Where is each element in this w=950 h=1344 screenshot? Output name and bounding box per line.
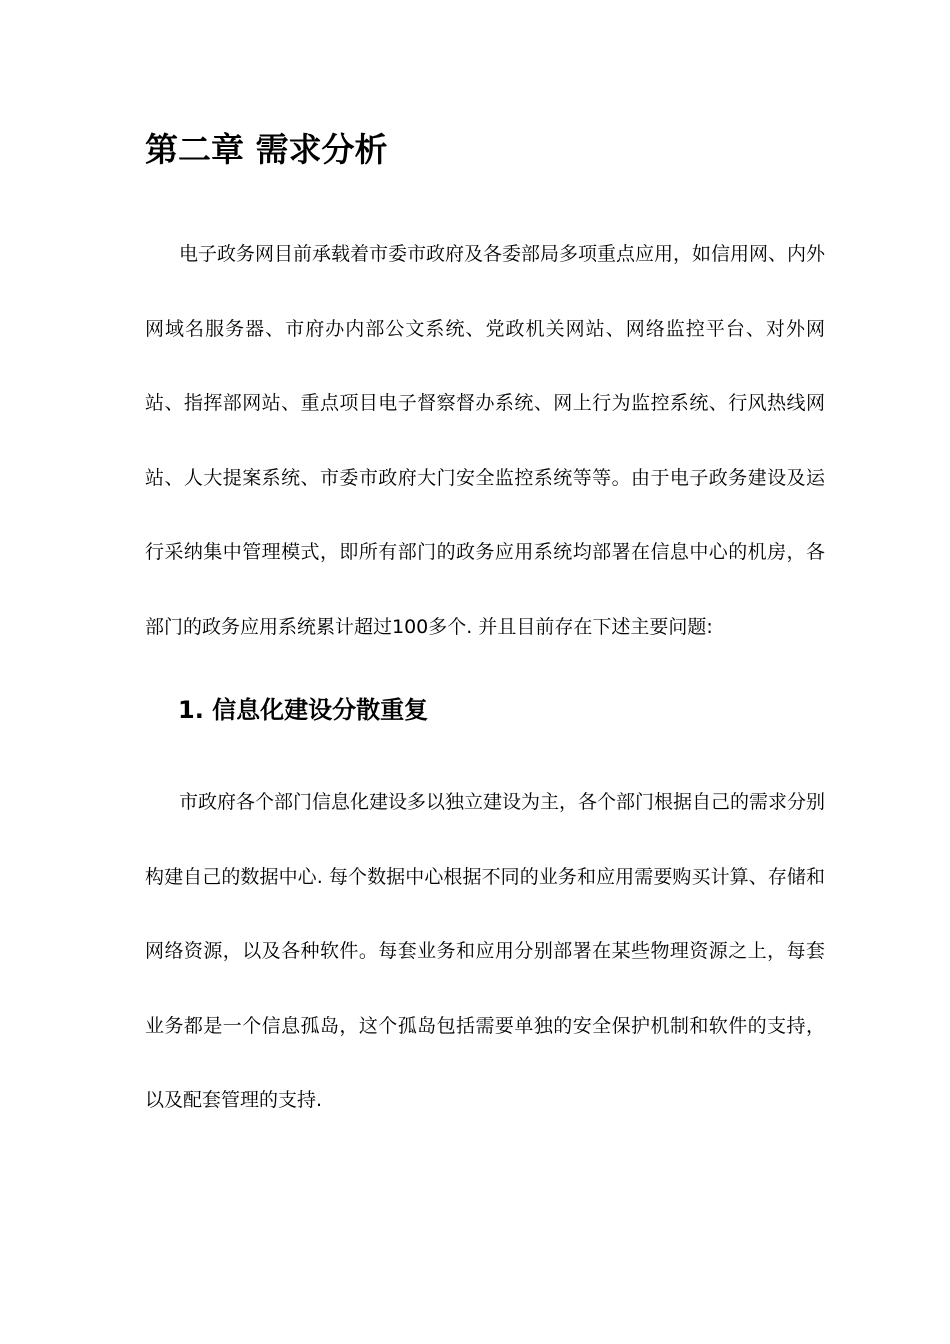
chapter-title: 第二章 需求分析 (145, 130, 388, 169)
section-paragraph: 市政府各个部门信息化建设多以独立建设为主，各个部门根据自己的需求分别构建自己的数据中心. 每个数据中心根据不同的业务和应用需要购买计算、存储和网络资源，以及各种软件。每套业务和应用分别部署在某些物理资源之上，每套业务都是一个信息孤岛，这个孤岛包括需要单独的安全保护机制和软件的支持，以及配套管理的支持. (145, 791, 826, 1111)
section-heading: 1. 信息化建设分散重复 (178, 696, 429, 724)
intro-paragraph: 电子政务网目前承载着市委市政府及各委部局多项重点应用，如信用网、内外网域名服务器、市府办内部公文系统、党政机关网站、网络监控平台、对外网站、指挥部网站、重点项目电子督察督办系统、网上行为监控系统、行风热线网站、人大提案系统、市委市政府大门安全监控系统等等。由于电子政务建设及运行采纳集中管理模式，即所有部门的政务应用系统均部署在信息中心的机房，各部门的政务应用系统累计超过100多个. 并且目前存在下述主要问题: (145, 243, 826, 638)
